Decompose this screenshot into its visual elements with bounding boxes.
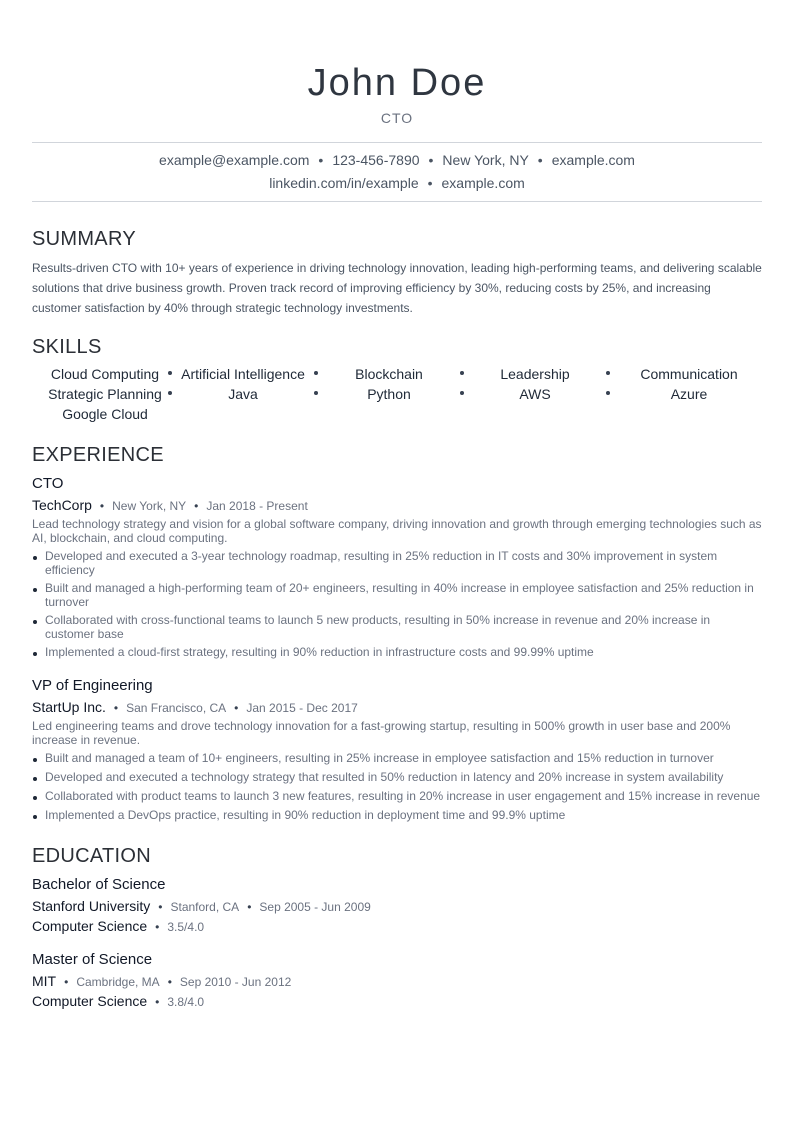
candidate-role: CTO [380,110,414,126]
education-field-meta [32,918,204,934]
separator-dot: • [155,920,160,934]
job-dates: Jan 2015 - Dec 2017 [246,701,358,715]
job-title: CTO [32,475,64,492]
separator-dot: • [234,701,239,715]
location-text: New York, NY [442,152,529,168]
list-item: Collaborated with cross-functional teams to launch 5 new products, resulting in 50% increase in revenue and 20% increase in customer base [32,613,762,641]
school-location: Cambridge, MA [76,975,160,989]
separator-dot: • [318,152,324,168]
job-achievements-list [32,751,762,822]
job-location: New York, NY [112,499,187,513]
list-item: Developed and executed a technology strategy that resulted in 50% reduction in latency and 20% increase in system availability [32,770,762,784]
skill-item: Blockchain [355,366,423,382]
header-divider-bottom [32,201,762,202]
separator-dot: • [155,995,160,1009]
skills-row [32,404,762,424]
skill-item: Strategic Planning [48,386,162,402]
separator-dot: • [427,175,433,191]
job-dates: Jan 2018 - Present [206,499,308,513]
website-link[interactable]: example.com [441,175,525,191]
skill-item: Google Cloud [62,406,148,422]
job-achievements-list [32,549,762,659]
separator-dot: • [194,499,199,513]
phone-number[interactable]: 123-456-7890 [332,152,420,168]
education-field-meta [32,993,204,1009]
skill-item: Java [228,386,258,402]
separator-dot: • [428,152,434,168]
list-item: Developed and executed a 3-year technology roadmap, resulting in 25% reduction in IT costs and 30% improvement in system efficiency [32,549,762,577]
skills-row [32,364,762,384]
linkedin-link[interactable]: linkedin.com/in/example [269,175,419,191]
skill-item: Azure [670,386,708,402]
school-name: MIT [32,973,57,989]
website-link[interactable]: example.com [551,152,635,168]
summary-text: Results-driven CTO with 10+ years of experience in driving technology innovation, leading high-performing teams, and delivering scalable solutions that drive business growth. Proven track record of improving efficiency by 30%, reducing costs by 25%, and increasing customer satisfaction by 40% through strategic technology investments. [32,261,762,315]
contact-line-2 [32,175,762,191]
separator-dot: • [247,900,252,914]
gpa-value: 3.5/4.0 [167,920,205,934]
education-meta [32,973,291,989]
job-meta [32,497,308,513]
job-description: Led engineering teams and drove technology innovation for a fast-growing startup, resulting in 500% growth in user base and 200% increase in revenue. [32,719,731,747]
separator-dot: • [64,975,69,989]
education-meta [32,898,371,914]
skill-item: Python [367,386,411,402]
email-link[interactable]: example@example.com [159,152,310,168]
skills-row [32,384,762,404]
job-meta [32,699,358,715]
gpa-value: 3.8/4.0 [167,995,205,1009]
field-of-study: Computer Science [32,918,148,934]
experience-heading: EXPERIENCE [32,444,164,466]
separator-dot: • [167,975,172,989]
contact-line-1 [32,152,762,168]
header-divider-top [32,142,762,143]
summary-heading: SUMMARY [32,228,136,250]
company-name: TechCorp [32,497,92,513]
school-location: Stanford, CA [170,900,240,914]
skill-item: Communication [640,366,738,382]
list-item: Built and managed a team of 10+ engineers, resulting in 25% increase in employee satisfaction and 15% reduction in turnover [32,751,762,765]
job-description: Lead technology strategy and vision for a global software company, driving innovation and growth through emerging technologies such as AI, blockchain, and cloud computing. [32,517,762,545]
separator-dot [606,391,610,395]
list-item: Implemented a cloud-first strategy, resulting in 90% reduction in infrastructure costs and 99.99% uptime [32,645,762,659]
separator-dot: • [99,499,105,513]
skills-heading: SKILLS [32,336,102,358]
school-name: Stanford University [32,898,151,914]
education-dates: Sep 2005 - Jun 2009 [259,900,371,914]
field-of-study: Computer Science [32,993,148,1009]
separator-dot [606,371,610,375]
education-dates: Sep 2010 - Jun 2012 [179,975,292,989]
candidate-name: John Doe [307,62,487,104]
skill-item: Leadership [500,366,570,382]
separator-dot: • [113,701,119,715]
skill-item: Cloud Computing [50,366,160,382]
skill-item: AWS [519,386,551,402]
list-item: Implemented a DevOps practice, resulting in 90% reduction in deployment time and 99.9% uptime [32,808,762,822]
list-item: Collaborated with product teams to launch 3 new features, resulting in 20% increase in user engagement and 15% increase in revenue [32,789,762,803]
separator-dot: • [537,152,543,168]
education-heading: EDUCATION [32,845,151,867]
degree-title: Master of Science [32,951,153,968]
degree-title: Bachelor of Science [32,876,166,893]
separator-dot: • [158,900,163,914]
job-title: VP of Engineering [32,677,153,694]
company-name: StartUp Inc. [32,699,106,715]
skill-item: Artificial Intelligence [181,366,305,382]
job-location: San Francisco, CA [126,701,227,715]
list-item: Built and managed a high-performing team of 20+ engineers, resulting in 40% increase in employee satisfaction and 25% reduction in turnover [32,581,762,609]
